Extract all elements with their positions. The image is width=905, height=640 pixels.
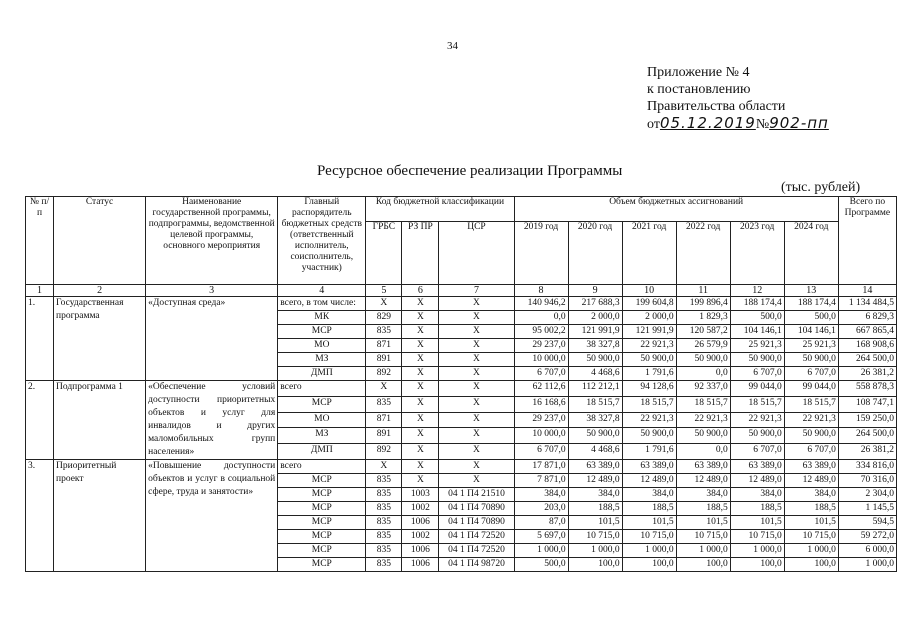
row-total-value: 108 747,1	[838, 396, 896, 412]
page-number: 34	[447, 40, 458, 52]
column-number: 10	[622, 285, 676, 297]
row-year-value: 101,5	[784, 516, 838, 530]
table-row	[26, 381, 897, 397]
row-admin: всего, в том числе:	[278, 297, 366, 311]
row-csr: Х	[439, 339, 514, 353]
row-total-value: 594,5	[838, 516, 896, 530]
units-label: (тыс. рублей)	[781, 180, 861, 195]
row-year-value: 1 000,0	[730, 544, 784, 558]
row-admin: МСР	[278, 558, 366, 572]
column-number: 6	[402, 285, 439, 297]
row-rzpr: Х	[402, 353, 439, 367]
row-rzpr: Х	[402, 396, 439, 412]
row-year-value: 63 389,0	[730, 460, 784, 474]
column-number: 4	[278, 285, 366, 297]
row-num: 1.	[26, 297, 54, 381]
row-year-value: 104 146,1	[730, 325, 784, 339]
row-year-value: 1 000,0	[568, 544, 622, 558]
row-year-value: 188,5	[730, 502, 784, 516]
row-year-value: 12 489,0	[784, 474, 838, 488]
header-status: Статус	[54, 197, 146, 285]
row-year-value: 10 715,0	[784, 530, 838, 544]
row-csr: Х	[439, 297, 514, 311]
row-year-value: 0,0	[676, 444, 730, 460]
row-admin: ДМП	[278, 367, 366, 381]
row-grbs: 835	[366, 474, 402, 488]
row-admin: МО	[278, 339, 366, 353]
row-csr: Х	[439, 444, 514, 460]
row-year-value: 104 146,1	[784, 325, 838, 339]
row-grbs: 835	[366, 516, 402, 530]
row-admin: ДМП	[278, 444, 366, 460]
row-rzpr: 1002	[402, 502, 439, 516]
row-year-value: 6 707,0	[514, 444, 568, 460]
row-grbs: 871	[366, 339, 402, 353]
row-year-value: 100,0	[784, 558, 838, 572]
row-admin: МСР	[278, 396, 366, 412]
row-year-value: 188,5	[784, 502, 838, 516]
row-rzpr: Х	[402, 311, 439, 325]
header-code: Код бюджетной классификации	[366, 197, 514, 222]
row-year-value: 63 389,0	[676, 460, 730, 474]
column-number: 11	[676, 285, 730, 297]
appendix-header	[647, 64, 829, 133]
column-number: 14	[838, 285, 896, 297]
row-rzpr: Х	[402, 474, 439, 488]
row-admin: МСР	[278, 325, 366, 339]
row-year-value: 188 174,4	[784, 297, 838, 311]
row-year-value: 50 900,0	[730, 353, 784, 367]
row-grbs: 891	[366, 428, 402, 444]
row-grbs: 835	[366, 502, 402, 516]
row-year-value: 22 921,3	[676, 412, 730, 428]
column-number: 5	[366, 285, 402, 297]
row-year-value: 7 871,0	[514, 474, 568, 488]
row-year-value: 5 697,0	[514, 530, 568, 544]
column-number: 2	[54, 285, 146, 297]
row-year-value: 121 991,9	[622, 325, 676, 339]
row-year-value: 199 604,8	[622, 297, 676, 311]
row-year-value: 121 991,9	[568, 325, 622, 339]
row-year-value: 100,0	[568, 558, 622, 572]
row-year-value: 12 489,0	[676, 474, 730, 488]
row-rzpr: Х	[402, 428, 439, 444]
row-year-value: 500,0	[730, 311, 784, 325]
row-csr: Х	[439, 428, 514, 444]
row-status: Приоритетный проект	[54, 460, 146, 572]
row-csr: Х	[439, 311, 514, 325]
handwritten-date: 05.12.2019	[659, 114, 756, 132]
appendix-date-line	[647, 115, 829, 133]
row-total-value: 26 381,2	[838, 367, 896, 381]
row-grbs: 835	[366, 558, 402, 572]
row-grbs: 871	[366, 412, 402, 428]
row-year-value: 4 468,6	[568, 367, 622, 381]
row-year-value: 100,0	[676, 558, 730, 572]
row-total-value: 59 272,0	[838, 530, 896, 544]
row-rzpr: 1006	[402, 516, 439, 530]
row-year-value: 188,5	[622, 502, 676, 516]
row-year-value: 25 921,3	[784, 339, 838, 353]
row-grbs: 835	[366, 396, 402, 412]
row-rzpr: Х	[402, 297, 439, 311]
header-name: Наименование государственной программы, подпрограммы, ведомственной целевой программы, основного мероприятия	[146, 197, 278, 285]
row-year-value: 6 707,0	[730, 367, 784, 381]
row-year-value: 38 327,8	[568, 339, 622, 353]
row-year-value: 101,5	[730, 516, 784, 530]
row-grbs: 892	[366, 444, 402, 460]
row-rzpr: Х	[402, 339, 439, 353]
row-year-value: 10 715,0	[622, 530, 676, 544]
header-csr: ЦСР	[439, 222, 514, 285]
row-year-value: 10 715,0	[730, 530, 784, 544]
row-year-value: 112 212,1	[568, 381, 622, 397]
row-year-value: 10 000,0	[514, 353, 568, 367]
row-rzpr: 1003	[402, 488, 439, 502]
row-grbs: 835	[366, 325, 402, 339]
row-year-value: 18 515,7	[568, 396, 622, 412]
row-year-value: 188,5	[676, 502, 730, 516]
row-csr: 04 1 П4 21510	[439, 488, 514, 502]
document-title: Ресурсное обеспечение реализации Программы	[317, 163, 623, 179]
header-year: 2023 год	[730, 222, 784, 285]
row-name: «Доступная среда»	[146, 297, 278, 381]
row-year-value: 384,0	[730, 488, 784, 502]
header-year: 2019 год	[514, 222, 568, 285]
row-year-value: 63 389,0	[622, 460, 676, 474]
header-grbs: ГРБС	[366, 222, 402, 285]
row-year-value: 1 791,6	[622, 367, 676, 381]
row-total-value: 558 878,3	[838, 381, 896, 397]
row-year-value: 0,0	[514, 311, 568, 325]
row-year-value: 50 900,0	[730, 428, 784, 444]
row-year-value: 63 389,0	[784, 460, 838, 474]
header-year: 2020 год	[568, 222, 622, 285]
row-total-value: 667 865,4	[838, 325, 896, 339]
row-rzpr: Х	[402, 460, 439, 474]
row-grbs: Х	[366, 381, 402, 397]
row-year-value: 1 829,3	[676, 311, 730, 325]
row-admin: МК	[278, 311, 366, 325]
row-admin: всего	[278, 381, 366, 397]
row-csr: 04 1 П4 98720	[439, 558, 514, 572]
row-admin: МО	[278, 412, 366, 428]
row-csr: Х	[439, 412, 514, 428]
row-status: Подпрограмма 1	[54, 381, 146, 460]
row-grbs: 891	[366, 353, 402, 367]
row-grbs: 835	[366, 488, 402, 502]
row-year-value: 384,0	[514, 488, 568, 502]
header-year: 2024 год	[784, 222, 838, 285]
row-name: «Повышение доступности объектов и услуг в социальной сфере, труда и занятости»	[146, 460, 278, 572]
row-year-value: 203,0	[514, 502, 568, 516]
row-year-value: 1 000,0	[622, 544, 676, 558]
row-total-value: 1 145,5	[838, 502, 896, 516]
row-year-value: 6 707,0	[784, 444, 838, 460]
row-total-value: 1 134 484,5	[838, 297, 896, 311]
row-year-value: 101,5	[676, 516, 730, 530]
row-year-value: 6 707,0	[784, 367, 838, 381]
row-csr: 04 1 П4 72520	[439, 544, 514, 558]
row-year-value: 1 000,0	[514, 544, 568, 558]
row-rzpr: 1006	[402, 558, 439, 572]
row-year-value: 94 128,6	[622, 381, 676, 397]
row-total-value: 159 250,0	[838, 412, 896, 428]
column-number: 3	[146, 285, 278, 297]
row-year-value: 62 112,6	[514, 381, 568, 397]
row-year-value: 120 587,2	[676, 325, 730, 339]
row-admin: МСР	[278, 502, 366, 516]
column-number: 7	[439, 285, 514, 297]
row-num: 2.	[26, 381, 54, 460]
row-year-value: 95 002,2	[514, 325, 568, 339]
row-year-value: 50 900,0	[568, 428, 622, 444]
row-admin: МСР	[278, 544, 366, 558]
row-year-value: 199 896,4	[676, 297, 730, 311]
row-year-value: 25 921,3	[730, 339, 784, 353]
row-year-value: 1 791,6	[622, 444, 676, 460]
row-csr: Х	[439, 460, 514, 474]
row-year-value: 87,0	[514, 516, 568, 530]
row-year-value: 22 921,3	[622, 412, 676, 428]
row-rzpr: Х	[402, 412, 439, 428]
row-year-value: 100,0	[622, 558, 676, 572]
row-status: Государственная программа	[54, 297, 146, 381]
row-year-value: 92 337,0	[676, 381, 730, 397]
row-total-value: 70 316,0	[838, 474, 896, 488]
row-grbs: Х	[366, 297, 402, 311]
row-grbs: 829	[366, 311, 402, 325]
row-year-value: 500,0	[514, 558, 568, 572]
row-year-value: 384,0	[784, 488, 838, 502]
row-year-value: 29 237,0	[514, 339, 568, 353]
date-prefix: от	[647, 117, 660, 132]
row-total-value: 1 000,0	[838, 558, 896, 572]
row-grbs: 835	[366, 530, 402, 544]
row-total-value: 26 381,2	[838, 444, 896, 460]
row-year-value: 188 174,4	[730, 297, 784, 311]
row-csr: Х	[439, 367, 514, 381]
row-admin: МСР	[278, 516, 366, 530]
resource-table	[25, 196, 897, 572]
row-total-value: 6 000,0	[838, 544, 896, 558]
header-total: Всего по Программе	[838, 197, 896, 285]
row-year-value: 18 515,7	[730, 396, 784, 412]
row-admin: МЗ	[278, 428, 366, 444]
row-year-value: 18 515,7	[784, 396, 838, 412]
row-year-value: 99 044,0	[730, 381, 784, 397]
row-year-value: 10 000,0	[514, 428, 568, 444]
row-admin: МСР	[278, 488, 366, 502]
header-year: 2022 год	[676, 222, 730, 285]
column-number: 1	[26, 285, 54, 297]
row-year-value: 50 900,0	[568, 353, 622, 367]
row-csr: 04 1 П4 70890	[439, 516, 514, 530]
row-year-value: 6 707,0	[730, 444, 784, 460]
row-admin: всего	[278, 460, 366, 474]
row-year-value: 500,0	[784, 311, 838, 325]
row-csr: Х	[439, 381, 514, 397]
appendix-line2: к постановлению	[647, 82, 751, 97]
row-year-value: 384,0	[622, 488, 676, 502]
row-year-value: 16 168,6	[514, 396, 568, 412]
row-year-value: 1 000,0	[784, 544, 838, 558]
row-year-value: 99 044,0	[784, 381, 838, 397]
row-grbs: Х	[366, 460, 402, 474]
header-rzpr: РЗ ПР	[402, 222, 439, 285]
row-name: «Обеспечение условий доступности приоритетных объектов и услуг для инвалидов и других маломобильных групп населения»	[146, 381, 278, 460]
row-year-value: 17 871,0	[514, 460, 568, 474]
row-year-value: 22 921,3	[784, 412, 838, 428]
number-prefix: №	[755, 117, 770, 132]
table-row	[26, 460, 897, 474]
row-year-value: 4 468,6	[568, 444, 622, 460]
row-admin: МСР	[278, 474, 366, 488]
column-number: 9	[568, 285, 622, 297]
row-year-value: 29 237,0	[514, 412, 568, 428]
row-csr: 04 1 П4 72520	[439, 530, 514, 544]
row-total-value: 264 500,0	[838, 428, 896, 444]
row-csr: Х	[439, 474, 514, 488]
appendix-line3: Правительства области	[647, 99, 786, 114]
row-year-value: 217 688,3	[568, 297, 622, 311]
row-csr: 04 1 П4 70890	[439, 502, 514, 516]
row-year-value: 384,0	[676, 488, 730, 502]
row-rzpr: Х	[402, 381, 439, 397]
row-total-value: 264 500,0	[838, 353, 896, 367]
column-number: 8	[514, 285, 568, 297]
row-year-value: 50 900,0	[622, 428, 676, 444]
row-total-value: 6 829,3	[838, 311, 896, 325]
row-year-value: 38 327,8	[568, 412, 622, 428]
row-year-value: 22 921,3	[622, 339, 676, 353]
row-year-value: 2 000,0	[568, 311, 622, 325]
row-year-value: 63 389,0	[568, 460, 622, 474]
row-year-value: 6 707,0	[514, 367, 568, 381]
row-year-value: 50 900,0	[622, 353, 676, 367]
row-csr: Х	[439, 353, 514, 367]
row-rzpr: 1002	[402, 530, 439, 544]
row-admin: МСР	[278, 530, 366, 544]
row-admin: МЗ	[278, 353, 366, 367]
row-year-value: 18 515,7	[622, 396, 676, 412]
row-csr: Х	[439, 396, 514, 412]
handwritten-number: 902-пп	[769, 114, 829, 132]
row-year-value: 0,0	[676, 367, 730, 381]
header-year: 2021 год	[622, 222, 676, 285]
header-volume: Объем бюджетных ассигнований	[514, 197, 838, 222]
row-year-value: 12 489,0	[622, 474, 676, 488]
row-total-value: 334 816,0	[838, 460, 896, 474]
row-year-value: 101,5	[622, 516, 676, 530]
row-rzpr: Х	[402, 444, 439, 460]
row-year-value: 26 579,9	[676, 339, 730, 353]
row-year-value: 12 489,0	[730, 474, 784, 488]
appendix-line1: Приложение № 4	[647, 65, 750, 80]
row-grbs: 892	[366, 367, 402, 381]
row-grbs: 835	[366, 544, 402, 558]
row-year-value: 22 921,3	[730, 412, 784, 428]
header-num: № п/п	[26, 197, 54, 285]
row-year-value: 140 946,2	[514, 297, 568, 311]
column-number: 12	[730, 285, 784, 297]
row-year-value: 10 715,0	[676, 530, 730, 544]
row-year-value: 18 515,7	[676, 396, 730, 412]
column-number: 13	[784, 285, 838, 297]
table-row	[26, 297, 897, 311]
row-num: 3.	[26, 460, 54, 572]
row-year-value: 50 900,0	[784, 428, 838, 444]
row-year-value: 50 900,0	[784, 353, 838, 367]
row-total-value: 168 908,6	[838, 339, 896, 353]
row-year-value: 384,0	[568, 488, 622, 502]
row-total-value: 2 304,0	[838, 488, 896, 502]
row-year-value: 50 900,0	[676, 353, 730, 367]
row-year-value: 2 000,0	[622, 311, 676, 325]
row-csr: Х	[439, 325, 514, 339]
row-rzpr: 1006	[402, 544, 439, 558]
row-rzpr: Х	[402, 367, 439, 381]
row-rzpr: Х	[402, 325, 439, 339]
row-year-value: 100,0	[730, 558, 784, 572]
row-year-value: 101,5	[568, 516, 622, 530]
row-year-value: 1 000,0	[676, 544, 730, 558]
row-year-value: 12 489,0	[568, 474, 622, 488]
column-number-row	[26, 285, 897, 297]
row-year-value: 188,5	[568, 502, 622, 516]
row-year-value: 50 900,0	[676, 428, 730, 444]
row-year-value: 10 715,0	[568, 530, 622, 544]
header-admin: Главный распорядитель бюджетных средств (ответственный исполнитель, соисполнитель, участник)	[278, 197, 366, 285]
